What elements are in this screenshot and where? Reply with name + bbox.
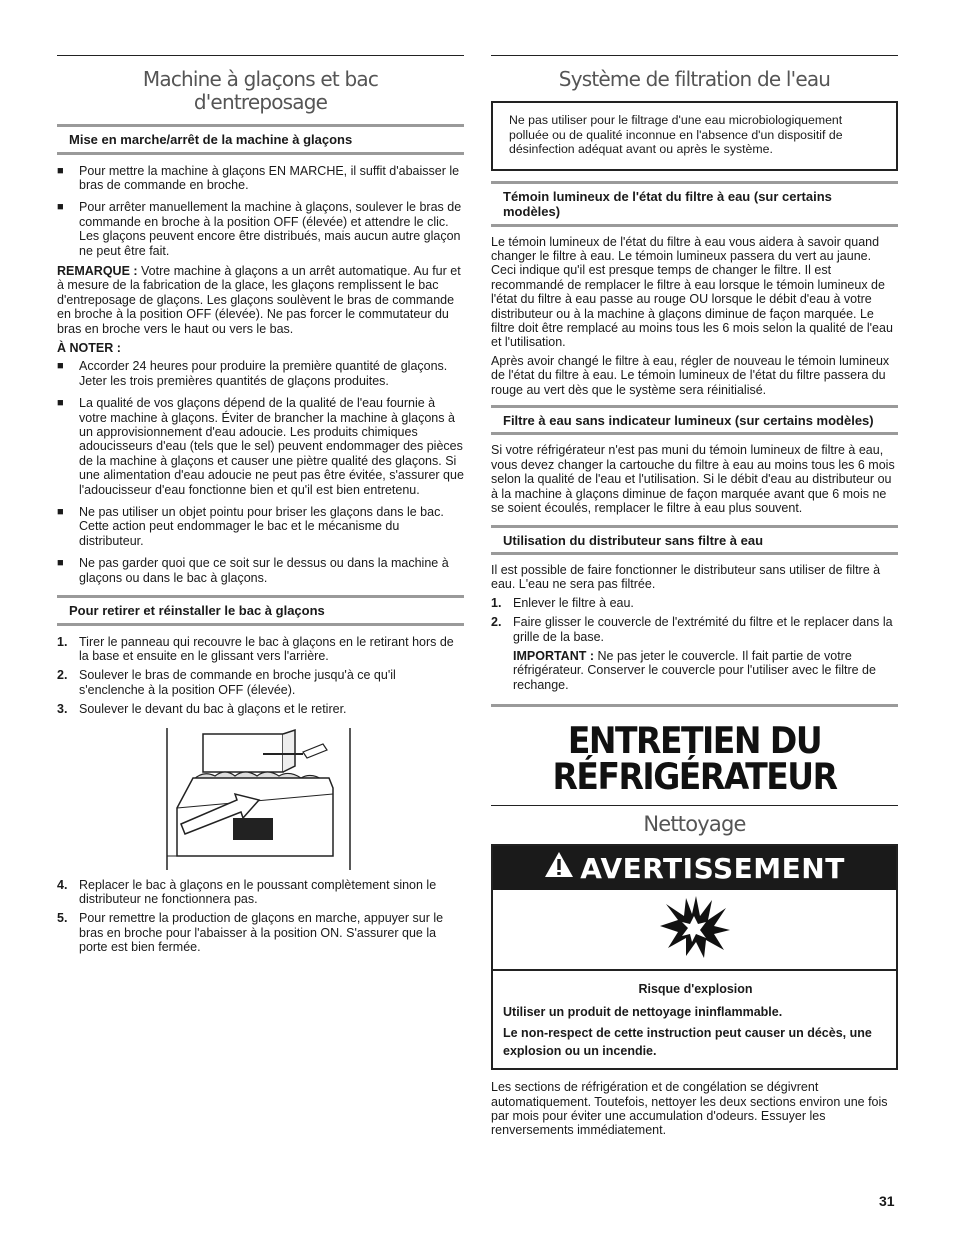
list-item	[57, 878, 464, 907]
step-number: 2.	[57, 668, 68, 683]
dispenser-steps	[491, 596, 898, 644]
step-number: 3.	[57, 702, 68, 717]
important-note	[491, 649, 898, 692]
dispenser-without-filter-paragraph: Il est possible de faire fonctionner le distributeur sans utiliser de filtre à eau. L'eau ne sera pas filtrée.	[491, 563, 881, 592]
filter-no-indicator-subheading: Filtre à eau sans indicateur lumineux (sur certains modèles)	[491, 405, 898, 436]
filtration-warning-text: Ne pas utiliser pour le filtrage d'une eau microbiologiquement polluée ou de qualité inconnue en l'absence d'un dispositif de désinfection adéquat avant ou après le système.	[509, 113, 843, 156]
warning-title: AVERTISSEMENT	[580, 851, 845, 885]
warning-triangle-icon	[544, 851, 574, 885]
explosion-icon	[660, 894, 730, 965]
list-item	[57, 702, 464, 716]
remove-bin-subheading: Pour retirer et réinstaller le bac à glaçons	[57, 595, 464, 626]
ice-maker-on-off-subheading: Mise en marche/arrêt de la machine à glaçons	[57, 124, 464, 155]
step-number: 5.	[57, 911, 68, 926]
list-item: ■ Ne pas garder quoi que ce soit sur le dessus ou dans la machine à glaçons ou dans le bac à glaçons.	[57, 556, 464, 585]
step-number: 1.	[57, 634, 68, 649]
dispenser-without-filter-subheading: Utilisation du distributeur sans filtre à eau	[491, 525, 898, 556]
remove-bin-steps	[57, 635, 464, 717]
filtration-warning-box	[491, 101, 898, 171]
notes-bullet-list	[57, 359, 464, 585]
step-number: 2.	[491, 615, 502, 630]
cleaning-section-title: Nettoyage	[643, 812, 746, 837]
remarque-text: Votre machine à glaçons a un arrêt automatique. Au fur et à mesure de la fabrication de la glace, les glaçons remplissent le bac d'entreposage de glaçons. Les glaçons soulèvent le bras de commande en broche à la position OFF (élevée). Ne pas forcer le commutateur du bras en broche vers le haut ou vers le bas.	[57, 263, 461, 336]
ice-maker-bullet-list	[57, 164, 464, 258]
maintenance-divider	[491, 704, 898, 707]
list-item: ■ La qualité de vos glaçons dépend de la qualité de l'eau fournie à votre machine à glaçons. Éviter de brancher la machine à glaçons à un approvisionnement d'eau adoucie. Les produits chimiques adoucisseurs d'eau (tels que le sel) peuvent endommager des pièces de la machine à glaçons et causer une piètre qualité des glaçons. Si une alimentation d'eau adoucie ne peut pas être évitée, s'assurer que l'adoucisseur d'eau fonctionne bien et qu'il est bien entretenu.	[57, 396, 464, 497]
step-text: Tirer le panneau qui recouvre le bac à glaçons en le retirant hors de la base et ensuite en le glissant vers l'arrière.	[79, 634, 454, 663]
filter-reset-paragraph: Après avoir changé le filtre à eau, régler de nouveau le témoin lumineux de l'état du filtre à eau. Le témoin lumineux de l'état du filtre passera du rouge au vert dès que le système sera réinitialisé.	[491, 353, 890, 397]
important-label: IMPORTANT :	[513, 649, 595, 664]
remarque-label: REMARQUE :	[57, 263, 138, 278]
filter-status-light-subheading: Témoin lumineux de l'état du filtre à eau (sur certains modèles)	[491, 181, 898, 227]
step-text: Faire glisser le couvercle de l'extrémité du filtre et le replacer dans la grille de la base.	[513, 615, 893, 644]
warning-panel	[491, 844, 898, 1070]
right-column	[491, 55, 898, 1138]
warning-header	[493, 846, 896, 890]
a-noter-label: À NOTER :	[57, 340, 121, 355]
big-title-line-1: ENTRETIEN DU	[567, 719, 822, 763]
filter-status-paragraph: Le témoin lumineux de l'état du filtre à eau vous aidera à savoir quand changer le filtre à eau. Le témoin lumineux passera du vert au jaune. Ceci indique qu'il est presque temps de changer le filtre. Il est recommandé de remplacer le filtre à eau lorsque le témoin lumineux de l'état du filtre à eau passe au rouge OU lorsque le débit d'eau à votre distributeur ou à la machine à glaçons diminue de façon marquée. Le filtre doit être remplacé au moins tous les 6 mois selon la qualité de l'eau et l'utilisation.	[491, 234, 893, 350]
list-item	[491, 615, 898, 644]
water-filtration-section-title: Système de filtration de l'eau	[558, 67, 831, 91]
step-text: Pour remettre la production de glaçons en marche, appuyer sur le bras en broche pour l'abaisser à la position ON. S'assurer que la porte est bien fermée.	[79, 911, 444, 955]
step-text: Soulever le devant du bac à glaçons et le retirer.	[79, 702, 347, 717]
big-title-line-2: RÉFRIGÉRATEUR	[552, 755, 837, 799]
explosion-risk-label: Risque d'explosion	[638, 982, 753, 997]
list-item	[57, 668, 464, 697]
right-top-rule	[491, 55, 898, 56]
important-text: Ne pas jeter le couvercle. Il fait partie de votre réfrigérateur. Conserver le couvercle pour l'utiliser avec le filtre de rechange.	[513, 649, 876, 692]
filter-no-indicator-paragraph: Si votre réfrigérateur n'est pas muni du témoin lumineux de filtre à eau, vous devez changer la cartouche du filtre à eau au moins tous les 6 mois selon la qualité de l'eau et l'utilisation. Si le débit d'eau au distributeur ou à la machine à glaçons diminue de façon marquée avant que 6 mois ne se soient écoulés, remplacer le filtre à eau plus souvent.	[491, 443, 895, 516]
left-column	[57, 55, 464, 955]
list-item	[57, 635, 464, 664]
explosion-icon-area	[493, 890, 896, 971]
step-number: 1.	[491, 595, 502, 610]
reinstall-bin-steps	[57, 878, 464, 955]
nettoyage-rule	[491, 805, 898, 806]
page-number: 31	[879, 1193, 895, 1209]
cleaning-paragraph: Les sections de réfrigération et de congélation se dégivrent automatiquement. Toutefois, nettoyer les deux sections environ une fois par mois pour éviter une accumulation d'odeurs. Essuyer les renversements immédiatement.	[491, 1080, 888, 1138]
remarque-paragraph	[57, 264, 464, 336]
warning-consequence: Le non-respect de cette instruction peut causer un décès, une explosion ou un incendie.	[503, 1026, 872, 1058]
left-top-rule	[57, 55, 464, 56]
list-item: ■ Accorder 24 heures pour produire la première quantité de glaçons. Jeter les trois premières quantités de glaçons produites.	[57, 359, 464, 388]
step-text: Soulever le bras de commande en broche jusqu'à ce qu'il s'enclenche à la position OFF (élevée).	[79, 668, 396, 697]
step-text: Enlever le filtre à eau.	[513, 595, 634, 610]
ice-bin-illustration	[163, 728, 363, 870]
warning-text-block	[493, 971, 896, 1068]
list-item: ■ Pour mettre la machine à glaçons EN MARCHE, il suffit d'abaisser le bras de commande en broche.	[57, 164, 464, 193]
list-item: ■ Pour arrêter manuellement la machine à glaçons, soulever le bras de commande en broche à la position OFF (élevée) et attendre le clic. Les glaçons peuvent encore être distribués, mais aucun autre glaçon ne peut être fait.	[57, 200, 464, 258]
step-number: 4.	[57, 877, 68, 892]
warning-instruction: Utiliser un produit de nettoyage ininflammable.	[503, 1004, 783, 1019]
maintenance-big-title	[491, 719, 898, 799]
ice-maker-section-title: Machine à glaçons et bac d'entreposage	[142, 67, 379, 114]
list-item: ■ Ne pas utiliser un objet pointu pour briser les glaçons dans le bac. Cette action peut endommager le bac et le mécanisme du distributeur.	[57, 505, 464, 548]
step-text: Replacer le bac à glaçons en le poussant complètement sinon le distributeur ne fonctionnera pas.	[79, 877, 437, 906]
list-item	[491, 596, 898, 610]
list-item	[57, 911, 464, 954]
